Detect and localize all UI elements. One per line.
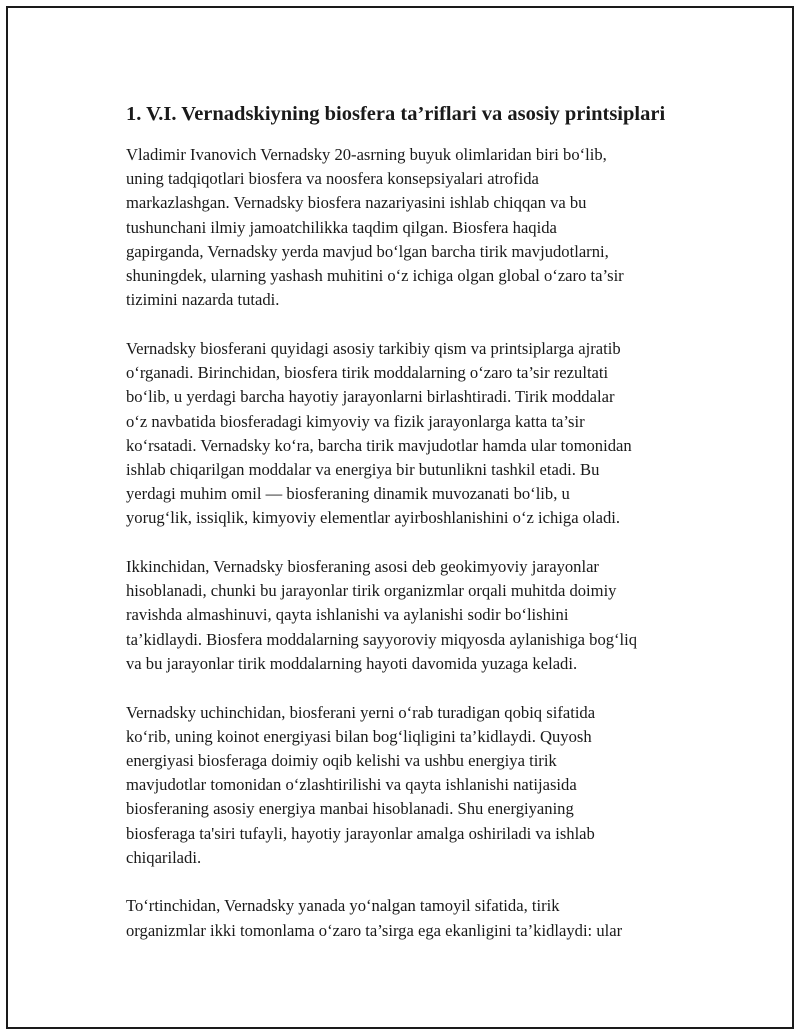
text-line: ko‘rsatadi. Vernadsky ko‘ra, barcha tirik mavjudotlar hamda ular tomonidan <box>126 435 632 455</box>
text-line: biosferaning asosiy energiya manbai hisoblanadi. Shu energiyaning <box>126 799 574 819</box>
text-line: chiqariladi. <box>126 847 202 867</box>
text-line: organizmlar ikki tomonlama o‘zaro ta’sirga ega ekanligini ta’kidlaydi: ular <box>126 920 623 940</box>
text-line: Vernadsky biosferani quyidagi asosiy tarkibiy qism va printsiplarga ajratib <box>126 338 621 358</box>
text-line: energiyasi biosferaga doimiy oqib kelishi va ushbu energiya tirik <box>126 750 557 770</box>
section-heading: 1. V.I. Vernadskiyning biosfera ta’riflari va asosiy printsiplari <box>126 103 666 125</box>
paragraph <box>126 555 696 676</box>
text-line: ravishda almashinuvi, qayta ishlanishi va aylanishi sodir bo‘lishini <box>126 605 569 625</box>
text-line: o‘z navbatida biosferadagi kimyoviy va fizik jarayonlarga katta ta’sir <box>126 411 585 431</box>
text-line: mavjudotlar tomonidan o‘zlashtirilishi va qayta ishlanishi natijasida <box>126 775 577 795</box>
text-line: shuningdek, ularning yashash muhitini o‘z ichiga olgan global o‘zaro ta’sir <box>126 266 624 286</box>
text-line: yerdagi muhim omil — biosferaning dinamik muvozanati bo‘lib, u <box>126 484 570 504</box>
text-line: ko‘rib, uning koinot energiyasi bilan bog‘liqligini ta’kidlaydi. Quyosh <box>126 726 592 746</box>
text-line: Ikkinchidan, Vernadsky biosferaning asosi deb geokimyoviy jarayonlar <box>126 557 599 577</box>
text-line: biosferaga ta'siri tufayli, hayotiy jarayonlar amalga oshiriladi va ishlab <box>126 823 595 843</box>
paragraph <box>126 894 696 942</box>
paragraph <box>126 701 696 870</box>
text-line: tizimini nazarda tutadi. <box>126 290 280 310</box>
text-line: Vladimir Ivanovich Vernadsky 20-asrning buyuk olimlaridan biri bo‘lib, <box>126 145 607 164</box>
text-line: ta’kidlaydi. Biosfera moddalarning sayyoroviy miqyosda aylanishiga bog‘liq <box>126 629 638 649</box>
text-line: yorug‘lik, issiqlik, kimyoviy elementlar ayirboshlanishini o‘z ichiga oladi. <box>126 508 621 528</box>
text-line: gapirganda, Vernadsky yerda mavjud bo‘lgan barcha tirik mavjudotlarni, <box>126 241 609 261</box>
text-line: o‘rganadi. Birinchidan, biosfera tirik moddalarning o‘zaro ta’sir rezultati <box>126 363 609 383</box>
text-line: hisoblanadi, chunki bu jarayonlar tirik organizmlar orqali muhitda doimiy <box>126 581 617 601</box>
text-line: ishlab chiqarilgan moddalar va energiya bir butunlikni tashkil etadi. Bu <box>126 459 600 479</box>
text-line: va bu jarayonlar tirik moddalarning hayoti davomida yuzaga keladi. <box>126 653 578 673</box>
text-line: To‘rtinchidan, Vernadsky yanada yo‘nalgan tamoyil sifatida, tirik <box>126 896 560 916</box>
paragraph <box>126 143 696 312</box>
text-line: markazlashgan. Vernadsky biosfera nazariyasini ishlab chiqqan va bu <box>126 193 587 213</box>
text-line: uning tadqiqotlari biosfera va noosfera konsepsiyalari atrofida <box>126 169 539 189</box>
paragraph <box>126 337 696 531</box>
text-line: Vernadsky uchinchidan, biosferani yerni o‘rab turadigan qobiq sifatida <box>126 702 596 722</box>
text-line: tushunchani ilmiy jamoatchilikka taqdim qilgan. Biosfera haqida <box>126 217 557 237</box>
document-body <box>126 101 696 967</box>
page-frame <box>6 6 794 1029</box>
text-line: bo‘lib, u yerdagi barcha hayotiy jarayonlarni birlashtiradi. Tirik moddalar <box>126 387 615 407</box>
